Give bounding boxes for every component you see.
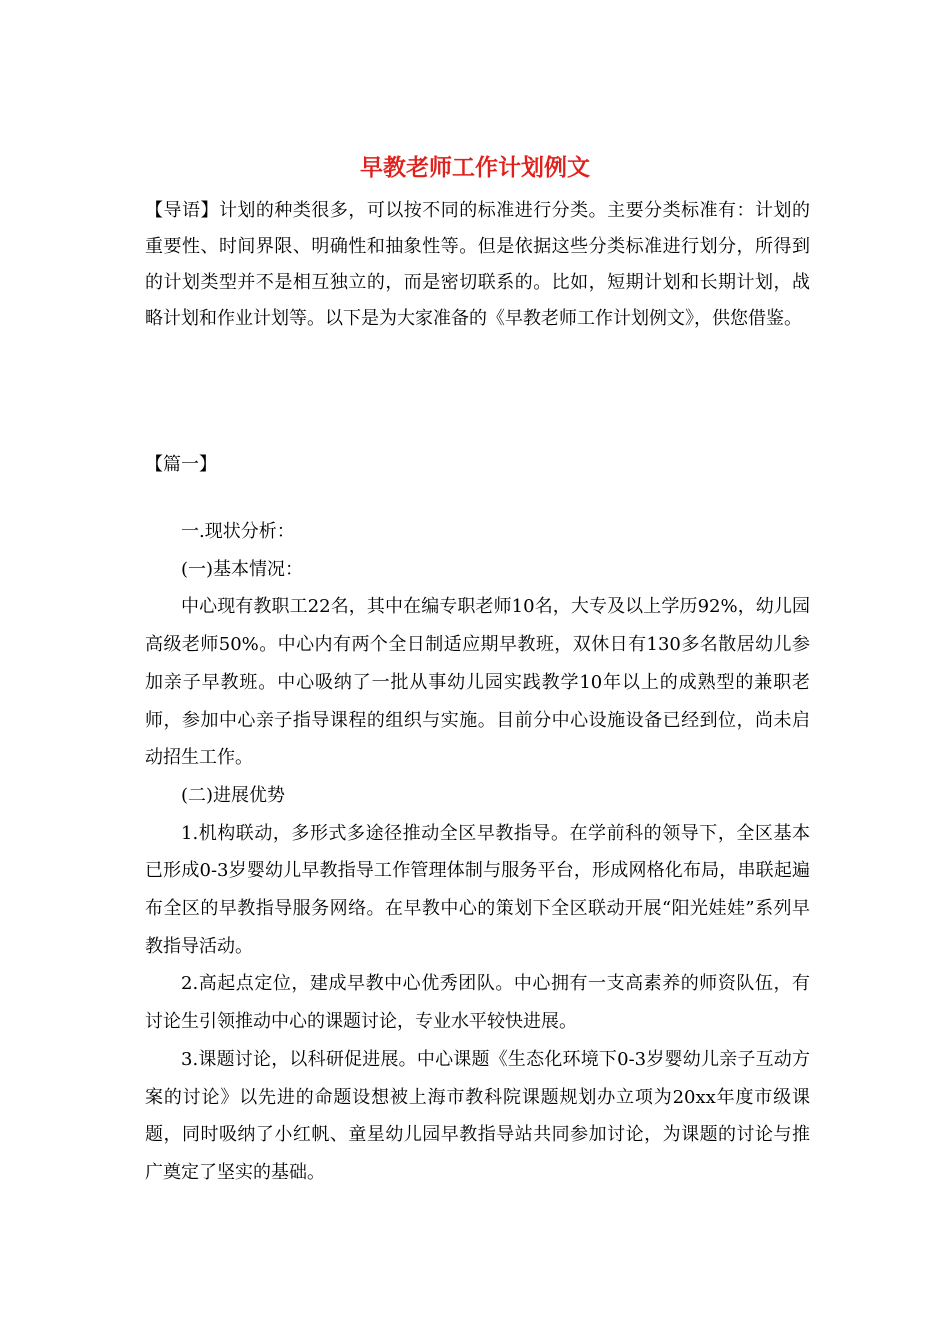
document-title: 早教老师工作计划例文 bbox=[360, 154, 590, 181]
subheading-advantages: (二)进展优势 bbox=[181, 784, 286, 806]
paragraph-basic-situation: 中心现有教职工22名，其中在编专职老师10名，大专及以上学历92%，幼儿园高级老师50%。中心内有两个全日制适应期早教班，双休日有130多名散居幼儿参加亲子早教班。中心吸纳了一批从事幼儿园实践教学10年以上的成熟型的兼职老师，参加中心亲子指导课程的组织与实施。目前分中心设施设备已经到位，尚未启动招生工作。 bbox=[145, 596, 810, 769]
section-heading: 【篇一】 bbox=[145, 454, 217, 475]
heading-status-analysis: 一.现状分析： bbox=[181, 521, 295, 542]
paragraph-advantage-3: 3.课题讨论，以科研促进展。中心课题《生态化环境下0-3岁婴幼儿亲子互动方案的讨论》以先进的命题设想被上海市教科院课题规划办立项为20xx年度市级课题，同时吸纳了小红帆、童星幼儿园早教指导站共同参加讨论，为课题的讨论与推广奠定了坚实的基础。 bbox=[145, 1048, 810, 1183]
subheading-basic-situation: (一)基本情况： bbox=[181, 558, 304, 580]
intro-paragraph: 【导语】计划的种类很多，可以按不同的标准进行分类。主要分类标准有：计划的重要性、时间界限、明确性和抽象性等。但是依据这些分类标准进行划分，所得到的计划类型并不是相互独立的，而是密切联系的。比如，短期计划和长期计划，战略计划和作业计划等。以下是为大家准备的《早教老师工作计划例文》，供您借鉴。 bbox=[145, 200, 810, 329]
paragraph-advantage-2: 2.高起点定位，建成早教中心优秀团队。中心拥有一支高素养的师资队伍，有讨论生引领推动中心的课题讨论，专业水平较快进展。 bbox=[145, 973, 810, 1033]
paragraph-advantage-1: 1.机构联动，多形式多途径推动全区早教指导。在学前科的领导下，全区基本已形成0-3岁婴幼儿早教指导工作管理体制与服务平台，形成网格化布局，串联起遍布全区的早教指导服务网络。在早教中心的策划下全区联动开展“阳光娃娃”系列早教指导活动。 bbox=[145, 822, 810, 957]
section-body bbox=[145, 513, 810, 1192]
